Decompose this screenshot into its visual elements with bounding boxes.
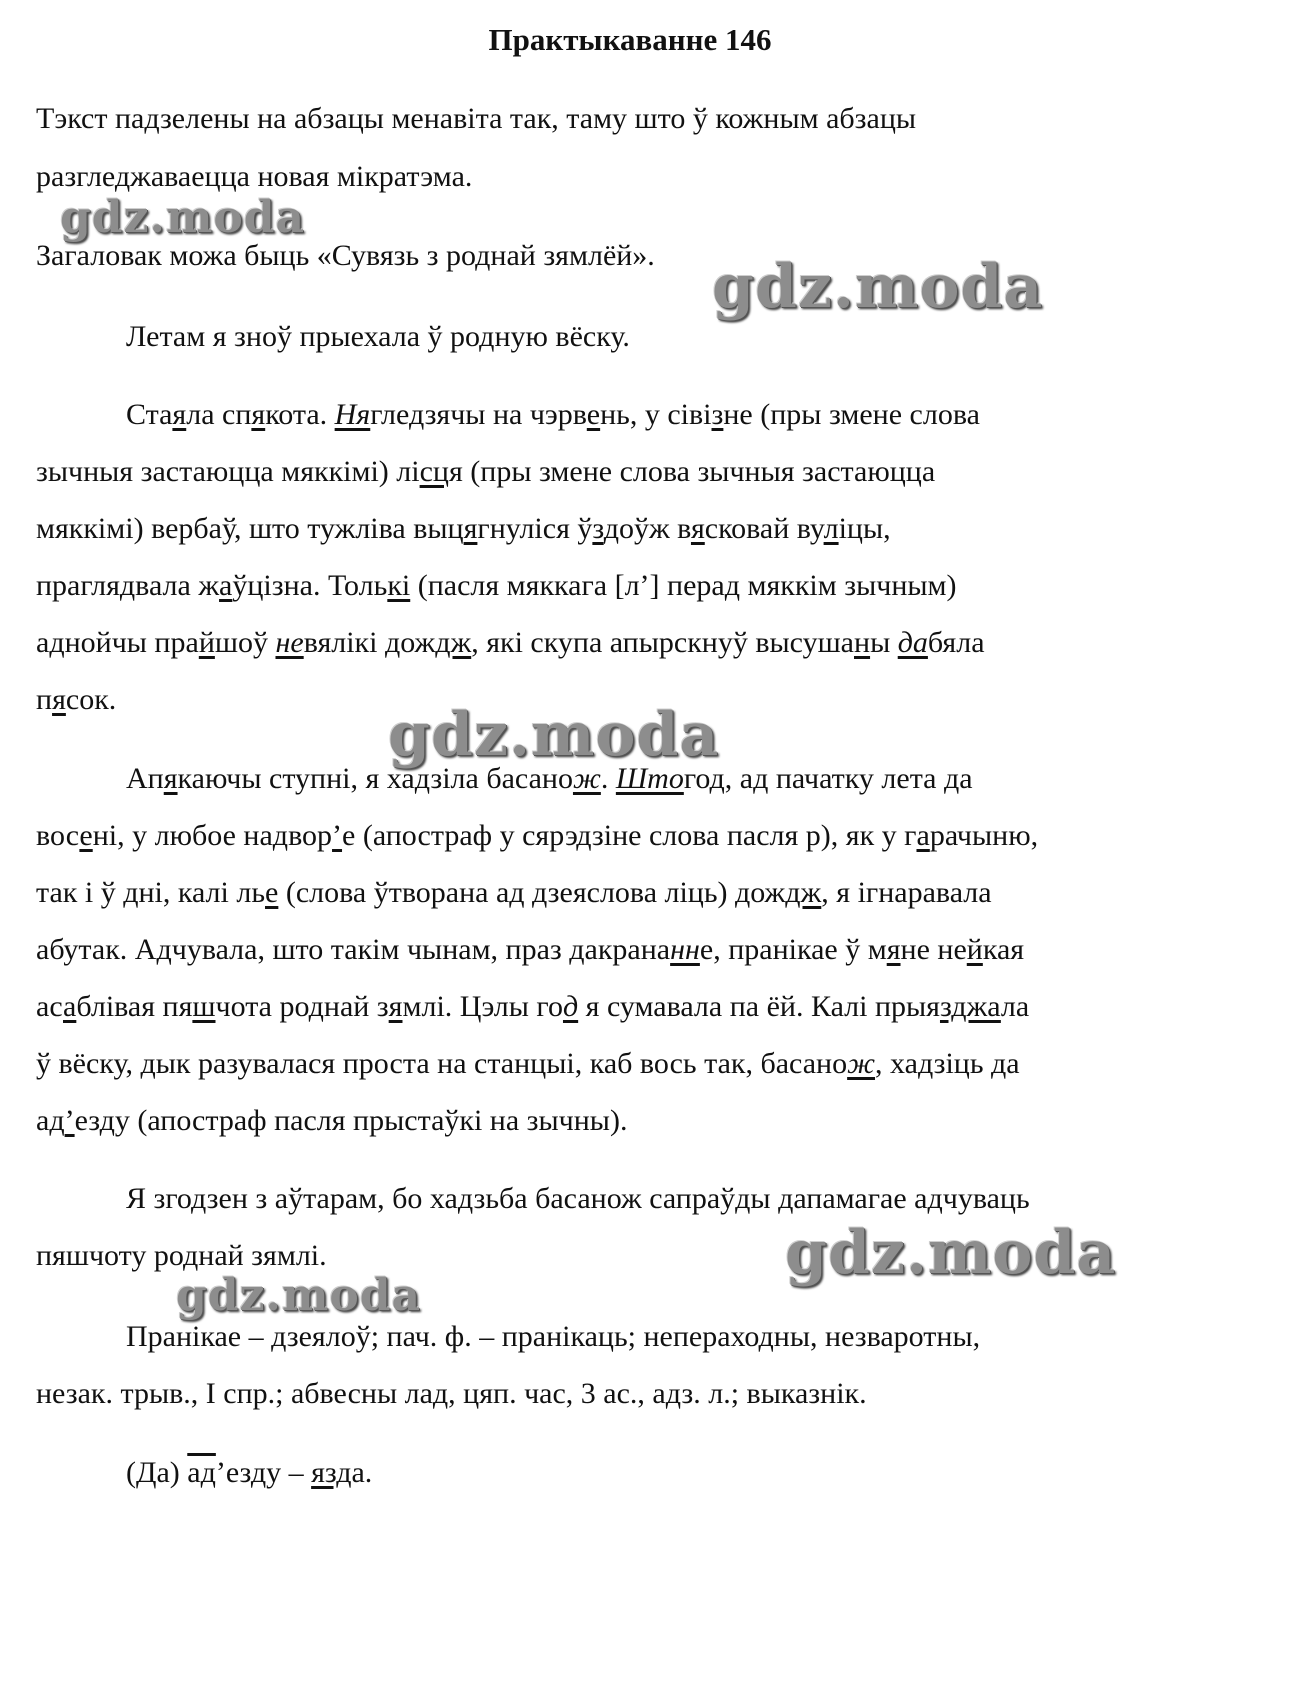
- watermark: gdz.moda: [785, 1218, 1117, 1288]
- text-line: ў вёску, дык разувалася проста на станцыі, каб вось так, басанож, хадзіць да: [36, 1047, 1020, 1080]
- text-line: мяккімі) вербаў, што тужліва выцягнуліся ўздоўж вясковай вуліцы,: [36, 512, 891, 545]
- text-line: пясок.: [36, 683, 117, 716]
- watermark: gdz.moda: [176, 1270, 422, 1321]
- watermark: gdz.moda: [388, 700, 720, 770]
- text-line: Апякаючы ступні, я хадзіла басанож. Штогод, ад пачатку лета да: [126, 762, 973, 795]
- text-line: Летам я зноў прыехала ў родную вёску.: [126, 320, 630, 353]
- para1-line2: разгледжаваецца новая мікратэма.: [36, 160, 473, 193]
- watermark: gdz.moda: [712, 252, 1044, 322]
- text-line: аднойчы прайшоў невялікі дождж, які скупа апырскнуў высушаны дабяла: [36, 626, 985, 659]
- text-line: восені, у любое надвор’е (апостраф у сярэдзіне слова пасля р), як у гарачыню,: [36, 819, 1039, 852]
- morphology-analysis: незак. трыв., І спр.; абвесны лад, цяп. час, 3 ас., адз. л.; выказнік.: [36, 1377, 867, 1410]
- text-line: абутак. Адчувала, што такім чынам, праз дакрананне, пранікае ў мяне нейкая: [36, 933, 1025, 966]
- text-line: праглядвала жаўцізна. Толькі (пасля мяккага [л’] перад мяккім зычным): [36, 569, 957, 602]
- title-suggestion: Загаловак можа быць «Сувязь з роднай зямлёй».: [36, 239, 655, 272]
- text-line: пяшчоту роднай зямлі.: [36, 1239, 327, 1272]
- page-title: Практыкаванне 146: [488, 22, 772, 57]
- watermark: gdz.moda: [60, 192, 306, 243]
- text-line: асаблівая пяшчота роднай зямлі. Цэлы год я сумавала па ёй. Калі прыязджала: [36, 990, 1030, 1023]
- word-structure: (Да) ад’езду – язда.: [126, 1456, 373, 1489]
- text-line: зычныя застаюцца мяккімі) лісця (пры змене слова зычныя застаюцца: [36, 455, 936, 488]
- text-line: ад’езду (апостраф пасля прыстаўкі на зычны).: [36, 1104, 628, 1137]
- morphology-analysis: Пранікае – дзеялоў; пач. ф. – пранікаць; непераходны, незваротны,: [126, 1320, 981, 1353]
- text-line: Стаяла спякота. Нягледзячы на чэрвень, у сівізне (пры змене слова: [126, 398, 980, 431]
- text-line: Я згодзен з аўтарам, бо хадзьба басанож сапраўды дапамагае адчуваць: [126, 1182, 1030, 1215]
- text-line: так і ў дні, калі лье (слова ўтворана ад дзеяслова ліць) дождж, я ігнаравала: [36, 876, 992, 909]
- para1-line1: Тэкст падзелены на абзацы менавіта так, таму што ў кожным абзацы: [36, 102, 917, 135]
